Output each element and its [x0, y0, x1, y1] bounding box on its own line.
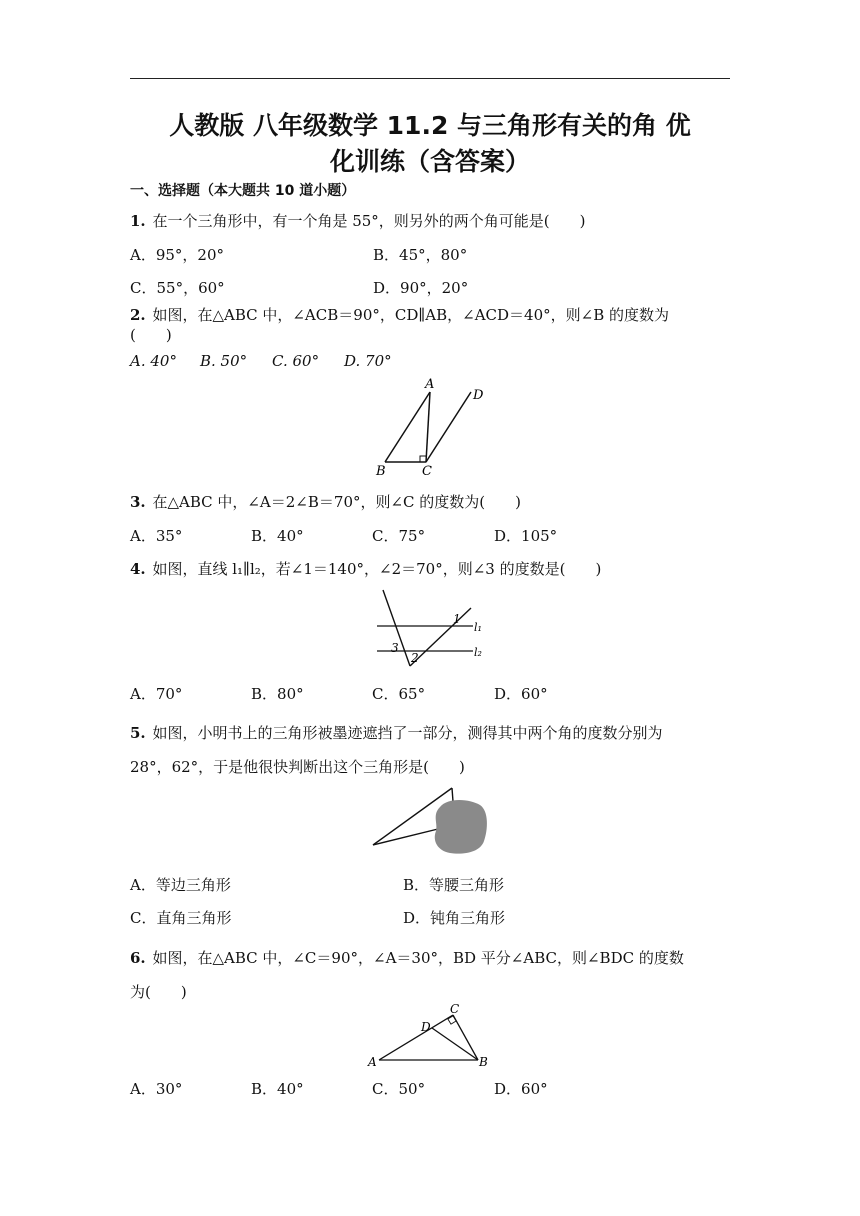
- q5-figure: [370, 785, 495, 860]
- question-3: [130, 492, 735, 512]
- q6-option-d: D．60°: [494, 1080, 548, 1098]
- q3-option-d: D．105°: [494, 527, 558, 545]
- question-text: 如图，在△ABC 中，∠C＝90°，∠A＝30°，BD 平分∠ABC，则∠BDC 的度数: [152, 949, 684, 967]
- q4-option-a: A．70°: [130, 685, 183, 703]
- q4-figure: [375, 588, 490, 673]
- q6-option-b: B．40°: [251, 1080, 304, 1098]
- angle-label-2: 2: [411, 651, 419, 665]
- q2-option-a: A. 40°: [130, 352, 177, 370]
- point-label-c: C: [450, 1002, 460, 1016]
- q1-option-d: D．90°，20°: [373, 279, 469, 297]
- point-label-b: B: [376, 464, 386, 479]
- header-rule: [130, 78, 730, 79]
- question-number: 6.: [130, 949, 146, 967]
- question-text-cont: 28°，62°，于是他很快判断出这个三角形是( ): [130, 758, 465, 776]
- q6-option-a: A．30°: [130, 1080, 183, 1098]
- question-text: 在△ABC 中，∠A＝2∠B＝70°，则∠C 的度数为( ): [152, 493, 522, 511]
- question-5: [130, 716, 735, 784]
- q1-option-b: B．45°，80°: [373, 246, 468, 264]
- question-number: 4.: [130, 560, 146, 578]
- ink-blot: [435, 800, 487, 854]
- q2-option-d: D. 70°: [344, 352, 392, 370]
- question-text: 如图，在△ABC 中，∠ACB＝90°，CD∥AB，∠ACD＝40°，则∠B 的度数为: [152, 306, 669, 324]
- point-label-d: D: [473, 388, 484, 403]
- q5-option-b: B．等腰三角形: [403, 876, 505, 894]
- q3-option-c: C．75°: [372, 527, 426, 545]
- document-title-line2: 化训练（含答案）: [329, 147, 530, 176]
- point-label-a: A: [368, 1055, 377, 1069]
- q3-option-a: A．35°: [130, 527, 183, 545]
- question-text-cont: 为( ): [130, 983, 187, 1001]
- question-number: 1.: [130, 212, 146, 230]
- point-label-b: B: [479, 1055, 488, 1069]
- question-text-cont: ( ): [130, 326, 172, 344]
- point-label-d: D: [421, 1020, 431, 1034]
- question-text: 在一个三角形中，有一个角是 55°，则另外的两个角可能是( ): [152, 212, 586, 230]
- angle-label-3: 3: [391, 641, 399, 655]
- q1-option-a: A．95°，20°: [130, 246, 225, 264]
- q2-option-c: C. 60°: [272, 352, 320, 370]
- question-6: [130, 941, 735, 1009]
- point-label-c: C: [422, 464, 432, 479]
- q4-option-c: C．65°: [372, 685, 426, 703]
- question-number: 5.: [130, 724, 146, 742]
- question-number: 3.: [130, 493, 146, 511]
- q1-option-c: C．55°，60°: [130, 279, 225, 297]
- question-4: [130, 559, 735, 579]
- q5-option-d: D．钝角三角形: [403, 909, 506, 927]
- question-number: 2.: [130, 306, 146, 324]
- line-label-l2: l₂: [474, 646, 482, 659]
- q4-option-d: D．60°: [494, 685, 548, 703]
- point-label-a: A: [425, 377, 435, 392]
- q4-option-b: B．80°: [251, 685, 304, 703]
- line-label-l1: l₁: [474, 621, 482, 634]
- q5-option-c: C．直角三角形: [130, 909, 232, 927]
- q2-option-b: B. 50°: [200, 352, 248, 370]
- question-1: [130, 211, 735, 231]
- question-text: 如图，小明书上的三角形被墨迹遮挡了一部分，测得其中两个角的度数分别为: [152, 724, 663, 742]
- q2-figure: [370, 372, 495, 482]
- section-heading: 一、选择题（本大题共 10 道小题）: [130, 183, 356, 199]
- q6-option-c: C．50°: [372, 1080, 426, 1098]
- angle-label-1: 1: [453, 612, 461, 626]
- q3-option-b: B．40°: [251, 527, 304, 545]
- q5-option-a: A．等边三角形: [130, 876, 231, 894]
- question-text: 如图，直线 l₁∥l₂，若∠1＝140°，∠2＝70°，则∠3 的度数是( ): [152, 560, 602, 578]
- question-2: [130, 305, 735, 345]
- document-title-line1: 人教版 八年级数学 11.2 与三角形有关的角 优: [169, 111, 691, 140]
- q6-figure: [365, 1000, 495, 1072]
